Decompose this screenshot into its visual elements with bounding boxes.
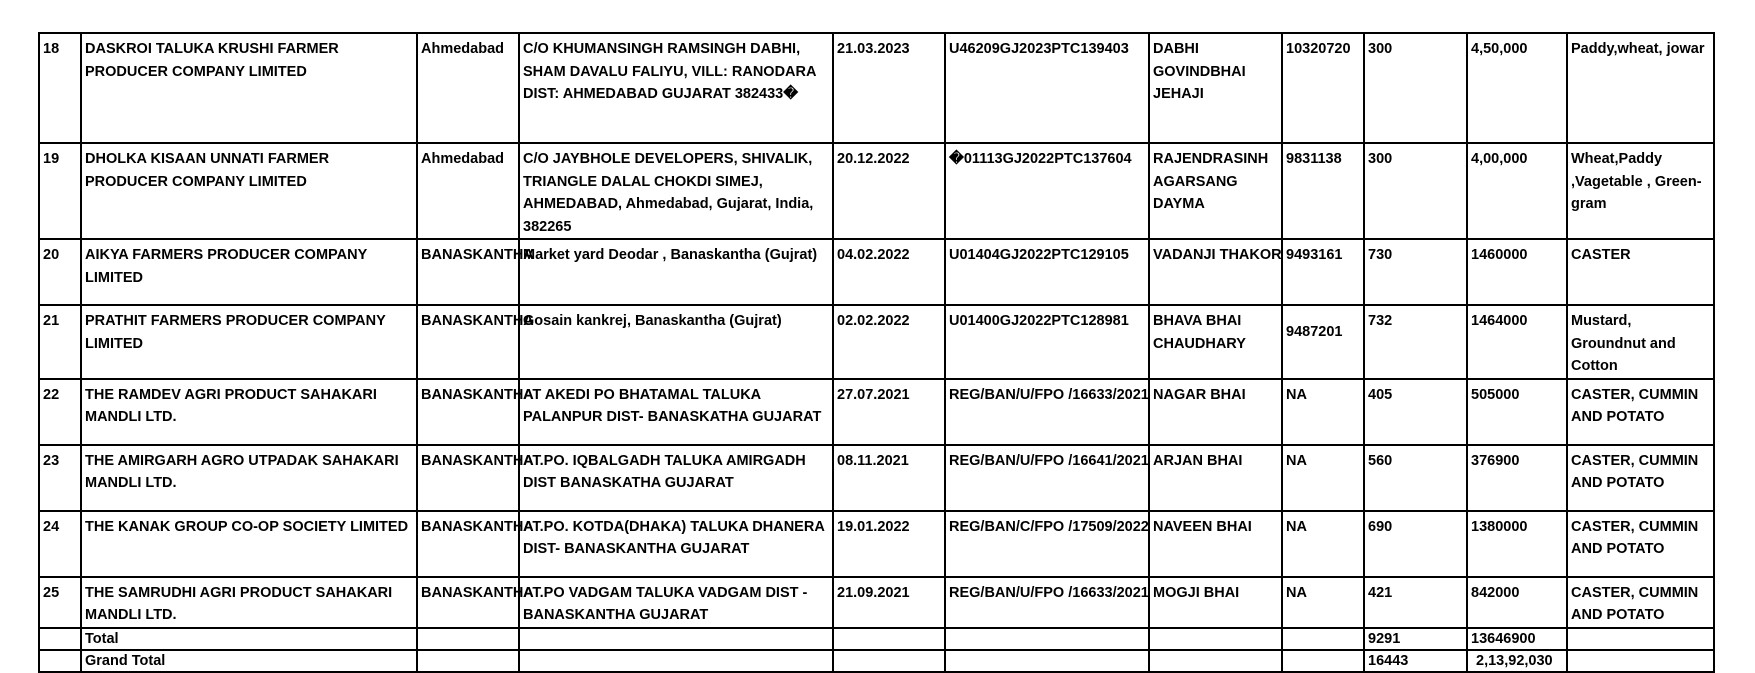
company-name: DASKROI TALUKA KRUSHI FARMER PRODUCER COMPANY LIMITED xyxy=(81,33,417,143)
address: AT.PO VADGAM TALUKA VADGAM DIST - BANASKANTHA GUJARAT xyxy=(519,577,833,628)
crops: Wheat,Paddy ,Vagetable , Green-gram xyxy=(1567,143,1714,239)
phone: 9493161 xyxy=(1282,239,1364,305)
registration-date: 27.07.2021 xyxy=(833,379,945,445)
table-row xyxy=(39,239,1714,305)
district: Ahmedabad xyxy=(417,143,519,239)
district: BANASKANTHA xyxy=(417,445,519,511)
company-name: THE RAMDEV AGRI PRODUCT SAHAKARI MANDLI LTD. xyxy=(81,379,417,445)
fpo-table xyxy=(38,32,1715,673)
total-label: Total xyxy=(81,628,417,650)
serial-number: 24 xyxy=(39,511,81,577)
serial-number: 23 xyxy=(39,445,81,511)
empty-cell xyxy=(1282,628,1364,650)
contact-person: DABHI GOVINDBHAI JEHAJI xyxy=(1149,33,1282,143)
registration-number: U01400GJ2022PTC128981 xyxy=(945,305,1149,379)
serial-number: 22 xyxy=(39,379,81,445)
empty-cell xyxy=(1149,650,1282,672)
share-capital: 1464000 xyxy=(1467,305,1567,379)
members: 690 xyxy=(1364,511,1467,577)
phone: NA xyxy=(1282,577,1364,628)
members: 421 xyxy=(1364,577,1467,628)
empty-cell xyxy=(39,650,81,672)
registration-number: U01404GJ2022PTC129105 xyxy=(945,239,1149,305)
empty-cell xyxy=(1567,628,1714,650)
grand-total-label: Grand Total xyxy=(81,650,417,672)
district: BANASKANTHA xyxy=(417,511,519,577)
share-capital: 505000 xyxy=(1467,379,1567,445)
registration-date: 21.03.2023 xyxy=(833,33,945,143)
table-row xyxy=(39,577,1714,628)
address: AT.PO. IQBALGADH TALUKA AMIRGADH DIST BANASKATHA GUJARAT xyxy=(519,445,833,511)
empty-cell xyxy=(1149,628,1282,650)
total-members: 9291 xyxy=(1364,628,1467,650)
table-row xyxy=(39,511,1714,577)
members: 732 xyxy=(1364,305,1467,379)
serial-number: 18 xyxy=(39,33,81,143)
contact-person: NAGAR BHAI xyxy=(1149,379,1282,445)
phone: 10320720 xyxy=(1282,33,1364,143)
company-name: AIKYA FARMERS PRODUCER COMPANY LIMITED xyxy=(81,239,417,305)
table-row xyxy=(39,305,1714,379)
company-name: THE SAMRUDHI AGRI PRODUCT SAHAKARI MANDLI LTD. xyxy=(81,577,417,628)
registration-number: U46209GJ2023PTC139403 xyxy=(945,33,1149,143)
crops: Mustard, Groundnut and Cotton xyxy=(1567,305,1714,379)
share-capital: 376900 xyxy=(1467,445,1567,511)
registration-date: 02.02.2022 xyxy=(833,305,945,379)
address: C/O JAYBHOLE DEVELOPERS, SHIVALIK, TRIANGLE DALAL CHOKDI SIMEJ, AHMEDABAD, Ahmedabad, Gujarat, India, 382265 xyxy=(519,143,833,239)
phone: 9831138 xyxy=(1282,143,1364,239)
grand-total-row xyxy=(39,650,1714,672)
share-capital: 1380000 xyxy=(1467,511,1567,577)
address: AT AKEDI PO BHATAMAL TALUKA PALANPUR DIST- BANASKATHA GUJARAT xyxy=(519,379,833,445)
contact-person: RAJENDRASINH AGARSANG DAYMA xyxy=(1149,143,1282,239)
share-capital: 4,00,000 xyxy=(1467,143,1567,239)
phone: NA xyxy=(1282,379,1364,445)
grand-total-capital: 2,13,92,030 xyxy=(1467,650,1567,672)
serial-number: 21 xyxy=(39,305,81,379)
address: Market yard Deodar , Banaskantha (Gujrat) xyxy=(519,239,833,305)
empty-cell xyxy=(39,628,81,650)
table-row xyxy=(39,379,1714,445)
registration-number: �01113GJ2022PTC137604 xyxy=(945,143,1149,239)
table-row xyxy=(39,143,1714,239)
district: BANASKANTHA xyxy=(417,305,519,379)
registration-number: REG/BAN/U/FPO /16633/2021 xyxy=(945,379,1149,445)
total-row xyxy=(39,628,1714,650)
phone: 9487201 xyxy=(1282,305,1364,379)
empty-cell xyxy=(833,650,945,672)
total-capital: 13646900 xyxy=(1467,628,1567,650)
empty-cell xyxy=(945,650,1149,672)
company-name: THE AMIRGARH AGRO UTPADAK SAHAKARI MANDLI LTD. xyxy=(81,445,417,511)
registration-date: 04.02.2022 xyxy=(833,239,945,305)
serial-number: 25 xyxy=(39,577,81,628)
serial-number: 20 xyxy=(39,239,81,305)
serial-number: 19 xyxy=(39,143,81,239)
fpo-table-container xyxy=(38,32,1713,669)
crops: Paddy,wheat, jowar xyxy=(1567,33,1714,143)
empty-cell xyxy=(945,628,1149,650)
contact-person: ARJAN BHAI xyxy=(1149,445,1282,511)
registration-date: 08.11.2021 xyxy=(833,445,945,511)
registration-date: 20.12.2022 xyxy=(833,143,945,239)
address: C/O KHUMANSINGH RAMSINGH DABHI, SHAM DAVALU FALIYU, VILL: RANODARA DIST: AHMEDABAD GUJARAT 382433� xyxy=(519,33,833,143)
registration-number: REG/BAN/C/FPO /17509/2022 xyxy=(945,511,1149,577)
members: 560 xyxy=(1364,445,1467,511)
table-row xyxy=(39,33,1714,143)
company-name: DHOLKA KISAAN UNNATI FARMER PRODUCER COMPANY LIMITED xyxy=(81,143,417,239)
members: 300 xyxy=(1364,33,1467,143)
table-row xyxy=(39,445,1714,511)
contact-person: NAVEEN BHAI xyxy=(1149,511,1282,577)
empty-cell xyxy=(1282,650,1364,672)
district: BANASKANTHA xyxy=(417,379,519,445)
fpo-table-body xyxy=(39,33,1714,672)
company-name: THE KANAK GROUP CO-OP SOCIETY LIMITED xyxy=(81,511,417,577)
crops: CASTER, CUMMIN AND POTATO xyxy=(1567,379,1714,445)
district: BANASKANTHA xyxy=(417,239,519,305)
address: Gosain kankrej, Banaskantha (Gujrat) xyxy=(519,305,833,379)
members: 730 xyxy=(1364,239,1467,305)
share-capital: 842000 xyxy=(1467,577,1567,628)
members: 405 xyxy=(1364,379,1467,445)
registration-number: REG/BAN/U/FPO /16633/2021 xyxy=(945,577,1149,628)
grand-total-members: 16443 xyxy=(1364,650,1467,672)
empty-cell xyxy=(1567,650,1714,672)
contact-person: MOGJI BHAI xyxy=(1149,577,1282,628)
registration-number: REG/BAN/U/FPO /16641/2021 xyxy=(945,445,1149,511)
district: Ahmedabad xyxy=(417,33,519,143)
phone: NA xyxy=(1282,511,1364,577)
contact-person: BHAVA BHAI CHAUDHARY xyxy=(1149,305,1282,379)
contact-person: VADANJI THAKOR xyxy=(1149,239,1282,305)
crops: CASTER xyxy=(1567,239,1714,305)
members: 300 xyxy=(1364,143,1467,239)
empty-cell xyxy=(417,628,519,650)
empty-cell xyxy=(833,628,945,650)
district: BANASKANTHA xyxy=(417,577,519,628)
crops: CASTER, CUMMIN AND POTATO xyxy=(1567,445,1714,511)
phone: NA xyxy=(1282,445,1364,511)
share-capital: 4,50,000 xyxy=(1467,33,1567,143)
address: AT.PO. KOTDA(DHAKA) TALUKA DHANERA DIST- BANASKANTHA GUJARAT xyxy=(519,511,833,577)
empty-cell xyxy=(417,650,519,672)
share-capital: 1460000 xyxy=(1467,239,1567,305)
company-name: PRATHIT FARMERS PRODUCER COMPANY LIMITED xyxy=(81,305,417,379)
registration-date: 19.01.2022 xyxy=(833,511,945,577)
crops: CASTER, CUMMIN AND POTATO xyxy=(1567,577,1714,628)
registration-date: 21.09.2021 xyxy=(833,577,945,628)
empty-cell xyxy=(519,650,833,672)
crops: CASTER, CUMMIN AND POTATO xyxy=(1567,511,1714,577)
empty-cell xyxy=(519,628,833,650)
